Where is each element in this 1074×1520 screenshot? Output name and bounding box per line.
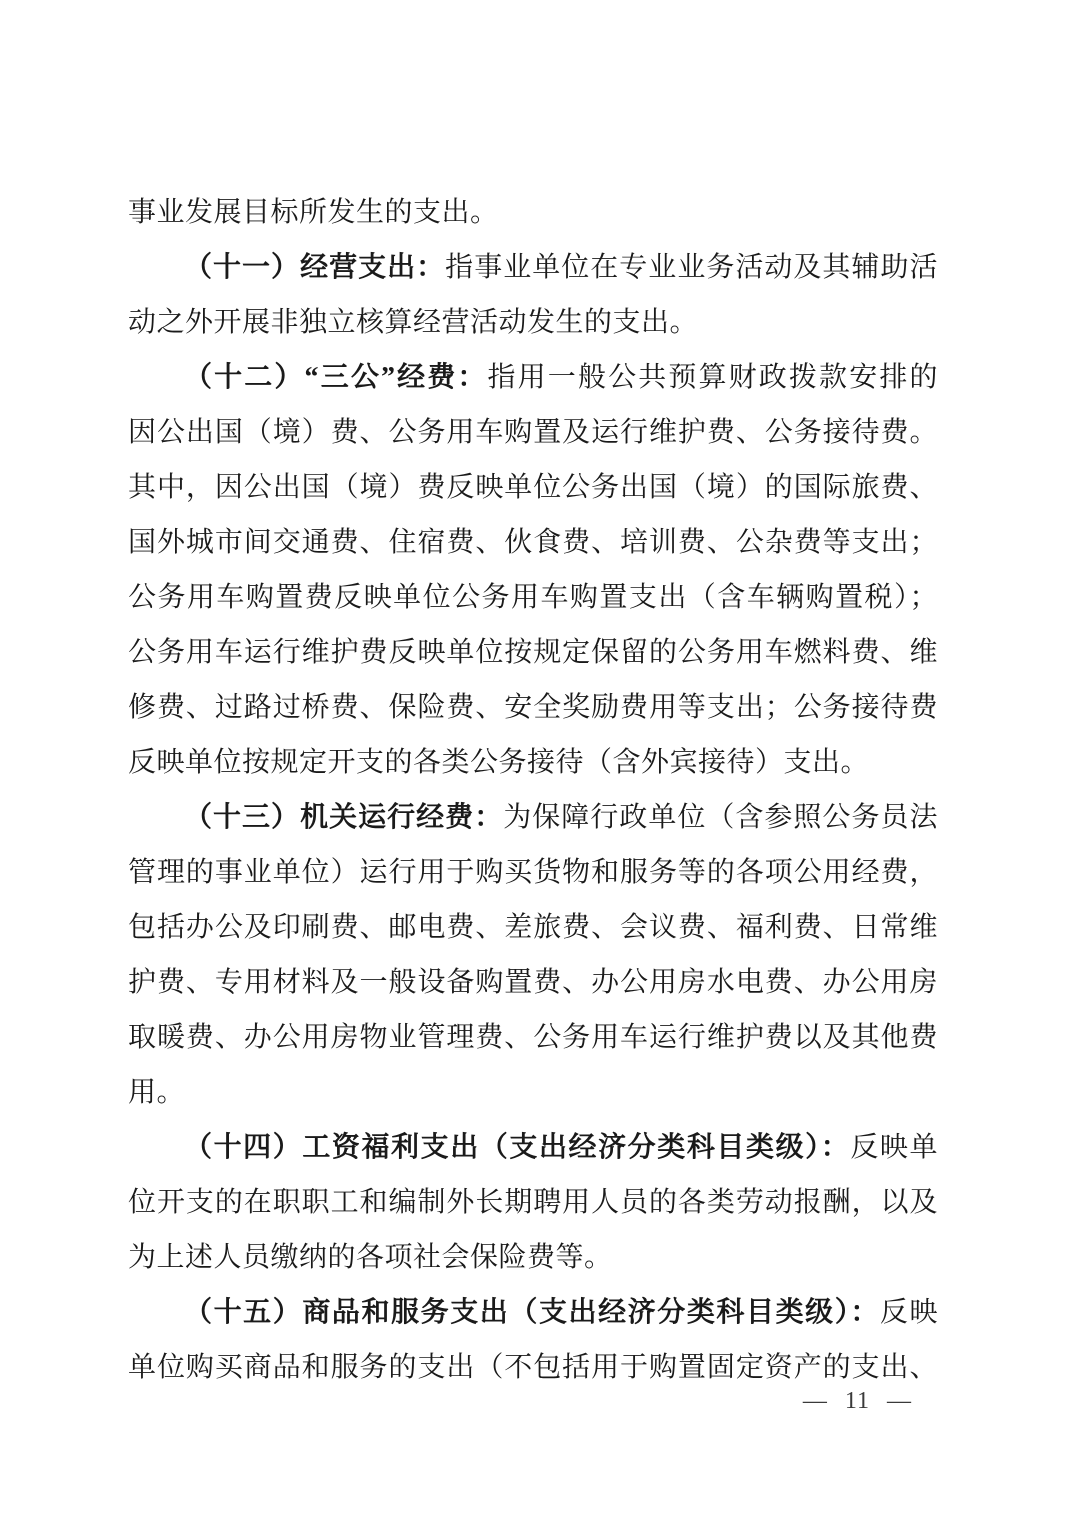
- text-line: [128, 790, 938, 845]
- text-line: [128, 350, 938, 405]
- text-segment: 因公出国（境）费、公务用车购置及运行维护费、公务接待费。: [128, 417, 938, 448]
- text-line: [128, 735, 938, 790]
- text-segment: 反映: [879, 1297, 938, 1328]
- term-emphasis: （十四）工资福利支出（支出经济分类科目类级）：: [184, 1132, 851, 1163]
- text-line: [128, 185, 938, 240]
- text-line: [128, 1065, 938, 1120]
- text-segment: 公务用车运行维护费反映单位按规定保留的公务用车燃料费、维: [128, 637, 938, 668]
- text-segment: 位开支的在职职工和编制外长期聘用人员的各类劳动报酬，以及: [128, 1187, 938, 1218]
- text-segment: 取暖费、办公用房物业管理费、公务用车运行维护费以及其他费: [128, 1022, 938, 1053]
- text-segment: 反映单: [850, 1132, 938, 1163]
- text-segment: 反映单位按规定开支的各类公务接待（含外宾接待）支出。: [128, 747, 870, 778]
- text-line: [128, 955, 938, 1010]
- text-segment: 事业发展目标所发生的支出。: [128, 197, 499, 228]
- text-segment: 管理的事业单位）运行用于购买货物和服务等的各项公用经费，: [128, 857, 938, 888]
- term-emphasis: （十二）“三公”经费：: [184, 362, 488, 393]
- text-segment: 单位购买商品和服务的支出（不包括用于购置固定资产的支出、: [128, 1352, 938, 1383]
- text-line: [128, 1285, 938, 1340]
- term-emphasis: （十五）商品和服务支出（支出经济分类科目类级）：: [184, 1297, 880, 1328]
- text-line: [128, 295, 938, 350]
- document-body: [128, 185, 938, 1395]
- text-segment: 为保障行政单位（含参照公务员法: [503, 802, 938, 833]
- text-line: [128, 1175, 938, 1230]
- text-line: [128, 1120, 938, 1175]
- text-line: [128, 240, 938, 295]
- text-segment: 指事业单位在专业业务活动及其辅助活: [445, 252, 938, 283]
- text-segment: 指用一般公共预算财政拨款安排的: [487, 362, 938, 393]
- text-line: [128, 900, 938, 955]
- term-emphasis: （十一）经营支出：: [184, 252, 446, 283]
- page-number: — 11 —: [802, 1388, 912, 1414]
- text-line: [128, 680, 938, 735]
- term-emphasis: （十三）机关运行经费：: [184, 802, 504, 833]
- text-line: [128, 460, 938, 515]
- text-segment: 公务用车购置费反映单位公务用车购置支出（含车辆购置税）；: [128, 582, 938, 613]
- text-line: [128, 1010, 938, 1065]
- text-segment: 其中，因公出国（境）费反映单位公务出国（境）的国际旅费、: [128, 472, 938, 503]
- text-line: [128, 570, 938, 625]
- text-line: [128, 845, 938, 900]
- text-line: [128, 515, 938, 570]
- text-segment: 为上述人员缴纳的各项社会保险费等。: [128, 1242, 613, 1273]
- text-segment: 修费、过路过桥费、保险费、安全奖励费用等支出；公务接待费: [128, 692, 938, 723]
- text-line: [128, 1230, 938, 1285]
- text-segment: 动之外开展非独立核算经营活动发生的支出。: [128, 307, 699, 338]
- text-line: [128, 405, 938, 460]
- page-footer: [0, 1388, 912, 1415]
- text-line: [128, 1340, 938, 1395]
- text-line: [128, 625, 938, 680]
- text-segment: 护费、专用材料及一般设备购置费、办公用房水电费、办公用房: [128, 967, 938, 998]
- text-segment: 包括办公及印刷费、邮电费、差旅费、会议费、福利费、日常维: [128, 912, 938, 943]
- text-segment: 用。: [128, 1077, 186, 1108]
- text-segment: 国外城市间交通费、住宿费、伙食费、培训费、公杂费等支出；: [128, 527, 938, 558]
